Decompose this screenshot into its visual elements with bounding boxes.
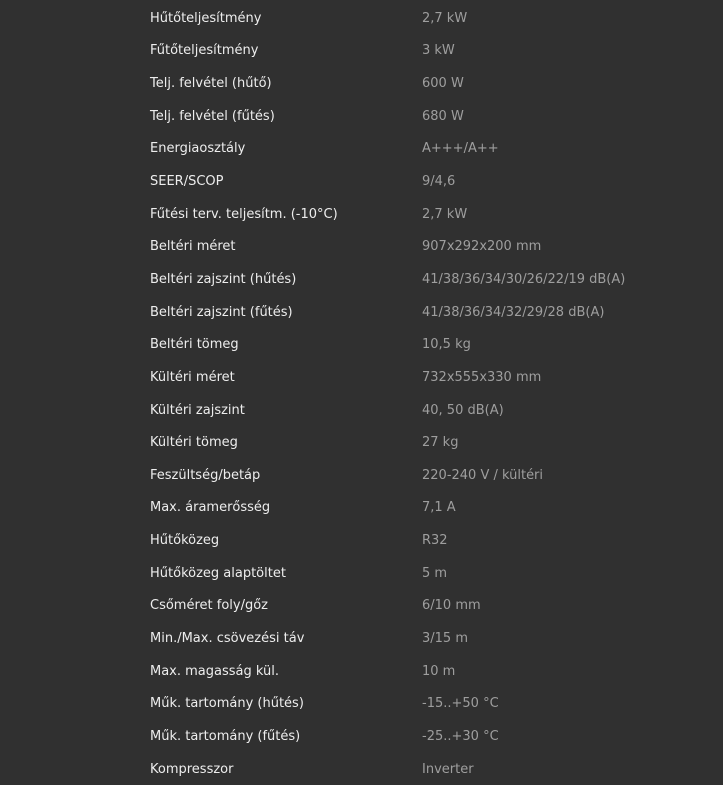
spec-value: 680 W (422, 108, 464, 124)
spec-label: Kültéri tömeg (150, 435, 238, 451)
spec-label: Energiaosztály (150, 141, 246, 157)
spec-label: Feszültség/betáp (150, 467, 261, 483)
spec-value: 220-240 V / kültéri (422, 467, 544, 483)
spec-row (0, 557, 723, 590)
spec-row (0, 753, 723, 785)
spec-value: 10,5 kg (422, 337, 471, 353)
spec-row (0, 492, 723, 525)
spec-label: Max. áramerősség (150, 500, 271, 516)
spec-label: Beltéri zajszint (fűtés) (150, 304, 293, 320)
spec-label: Hűtőközeg alaptöltet (150, 565, 286, 581)
spec-value: 6/10 mm (422, 598, 481, 614)
spec-row (0, 165, 723, 198)
spec-value: 2,7 kW (422, 10, 468, 26)
spec-row (0, 687, 723, 720)
spec-label: Hűtőteljesítmény (150, 10, 262, 26)
spec-row (0, 296, 723, 329)
spec-row (0, 622, 723, 655)
spec-label: Max. magasság kül. (150, 663, 279, 679)
spec-value: 907x292x200 mm (422, 239, 542, 255)
spec-value: 7,1 A (422, 500, 456, 516)
spec-label: Kültéri zajszint (150, 402, 245, 418)
spec-value: 41/38/36/34/30/26/22/19 dB(A) (422, 271, 626, 287)
spec-row (0, 655, 723, 688)
spec-value: 41/38/36/34/32/29/28 dB(A) (422, 304, 605, 320)
spec-value: 10 m (422, 663, 456, 679)
spec-value: 5 m (422, 565, 448, 581)
spec-row (0, 67, 723, 100)
spec-label: Beltéri zajszint (hűtés) (150, 271, 297, 287)
spec-label: Kompresszor (150, 761, 234, 777)
spec-label: Műk. tartomány (hűtés) (150, 696, 304, 712)
spec-row (0, 590, 723, 623)
spec-row (0, 35, 723, 68)
spec-row (0, 100, 723, 133)
spec-value: 3/15 m (422, 630, 468, 646)
spec-label: Fűtési terv. teljesítm. (-10°C) (150, 206, 338, 222)
spec-row (0, 263, 723, 296)
spec-value: 27 kg (422, 435, 459, 451)
spec-table (0, 2, 723, 785)
spec-row (0, 426, 723, 459)
spec-label: Beltéri méret (150, 239, 236, 255)
spec-row (0, 328, 723, 361)
spec-value: A+++/A++ (422, 141, 499, 157)
spec-row (0, 459, 723, 492)
spec-row (0, 2, 723, 35)
spec-value: -15..+50 °C (422, 696, 499, 712)
spec-label: Min./Max. csövezési táv (150, 630, 305, 646)
spec-row (0, 361, 723, 394)
spec-label: Műk. tartomány (fűtés) (150, 728, 301, 744)
spec-value: 600 W (422, 76, 464, 92)
spec-value: -25..+30 °C (422, 728, 499, 744)
spec-label: Telj. felvétel (fűtés) (150, 108, 275, 124)
spec-label: Hűtőközeg (150, 533, 220, 549)
spec-value: R32 (422, 533, 448, 549)
spec-value: 9/4,6 (422, 174, 456, 190)
spec-label: Beltéri tömeg (150, 337, 239, 353)
spec-row (0, 524, 723, 557)
spec-label: SEER/SCOP (150, 174, 224, 190)
spec-row (0, 230, 723, 263)
spec-value: 2,7 kW (422, 206, 468, 222)
spec-value: 3 kW (422, 43, 455, 59)
spec-value: 732x555x330 mm (422, 369, 542, 385)
spec-row (0, 198, 723, 231)
spec-row (0, 133, 723, 166)
spec-label: Csőméret foly/gőz (150, 598, 268, 614)
spec-value: 40, 50 dB(A) (422, 402, 504, 418)
spec-row (0, 394, 723, 427)
spec-label: Kültéri méret (150, 369, 235, 385)
spec-label: Fűtőteljesítmény (150, 43, 259, 59)
spec-label: Telj. felvétel (hűtő) (150, 76, 272, 92)
spec-value: Inverter (422, 761, 474, 777)
spec-row (0, 720, 723, 753)
